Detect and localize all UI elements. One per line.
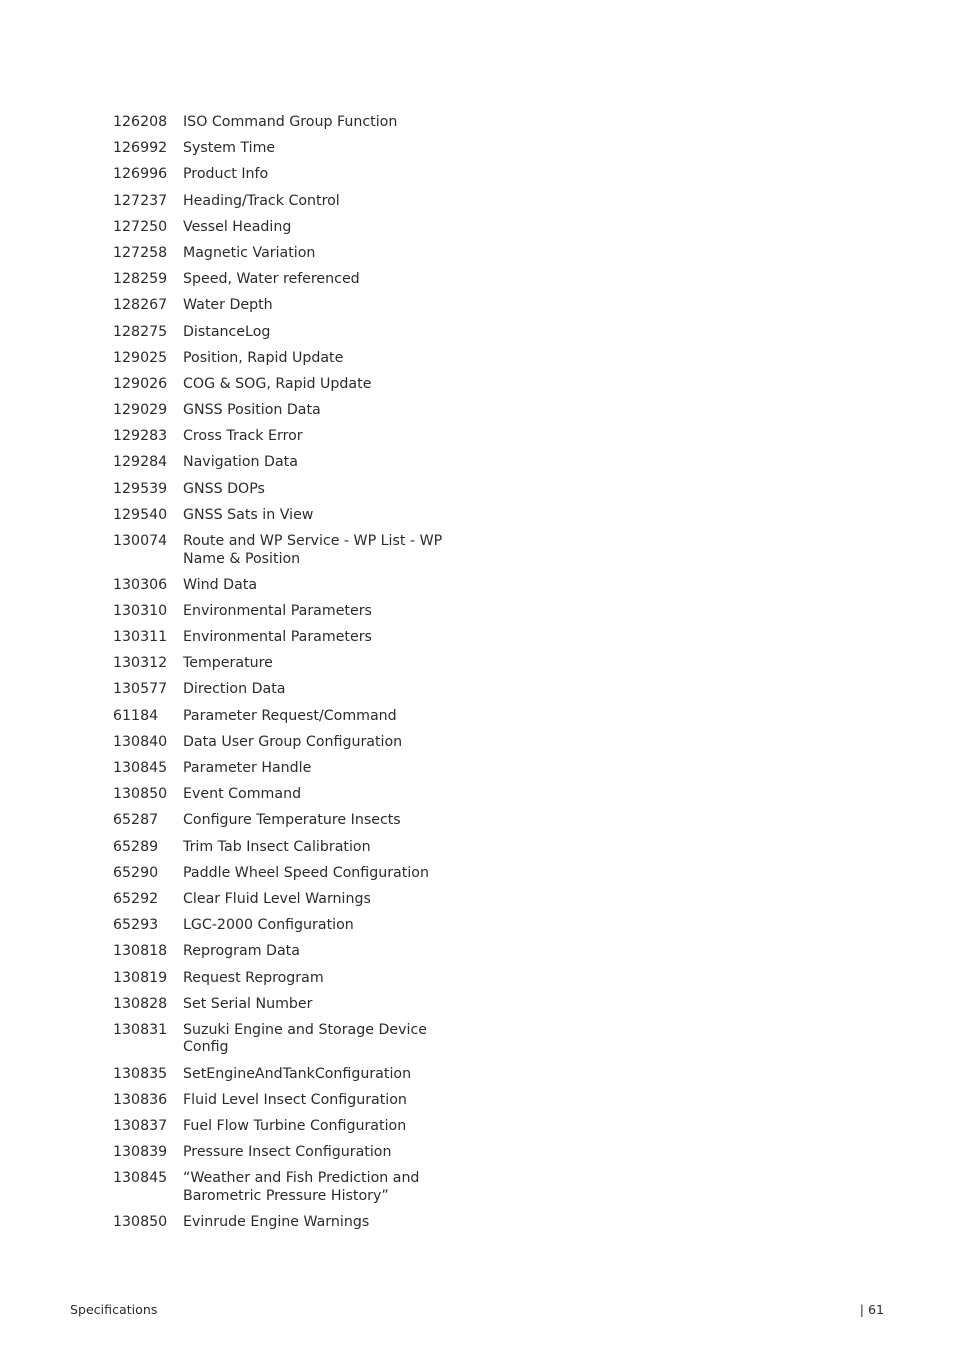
pgn-code: 130818 [113,943,168,960]
list-item [113,839,473,865]
list-item [113,681,473,707]
pgn-description: Evinrude Engine Warnings [183,1214,370,1230]
pgn-description: Route and WP Service - WP List - WP Name & Position [183,533,443,567]
pgn-code: 130306 [113,576,168,593]
pgn-description: Parameter Handle [183,760,312,776]
pgn-code: 130828 [113,995,168,1012]
pgn-description: Product Info [183,166,269,183]
pgn-description: Temperature [183,655,273,672]
list-item [113,271,473,297]
list-item [113,193,473,219]
list-item [113,629,473,655]
pgn-description: Paddle Wheel Speed Configuration [183,864,429,881]
pgn-code: 128275 [113,323,168,340]
pgn-description: Clear Fluid Level Warnings [183,890,371,907]
list-item [113,865,473,891]
pgn-description: DistanceLog [183,323,271,340]
list-item [113,786,473,812]
pgn-code: 130074 [113,533,168,549]
list-item [113,454,473,480]
pgn-code: 128259 [113,271,168,288]
pgn-code: 127237 [113,192,168,209]
pgn-description: Navigation Data [183,454,298,471]
pgn-code: 130845 [113,760,168,776]
pgn-description: Heading/Track Control [183,192,340,209]
pgn-description: Request Reprogram [183,969,324,986]
pgn-code: 130836 [113,1091,168,1108]
list-item [113,943,473,969]
pgn-code: 126992 [113,140,168,157]
pgn-code: 65289 [113,838,159,855]
pgn-code: 129026 [113,375,168,392]
list-item [113,350,473,376]
list-item [113,655,473,681]
pgn-code: 130835 [113,1065,168,1082]
pgn-description: Direction Data [183,681,286,698]
pgn-code: 61184 [113,707,159,724]
pgn-description: Parameter Request/Command [183,707,397,724]
pgn-description: GNSS Position Data [183,402,321,419]
list-item [113,812,473,838]
pgn-description: “Weather and Fish Prediction and Barometric Pressure History” [183,1170,420,1204]
pgn-description: Suzuki Engine and Storage Device Config [183,1021,427,1056]
pgn-code: 127258 [113,244,168,261]
list-item [113,376,473,402]
pgn-description: Environmental Parameters [183,629,372,646]
pgn-list [113,114,473,1240]
list-item [113,140,473,166]
list-item [113,324,473,350]
list-item [113,734,473,760]
pgn-code: 126996 [113,166,168,183]
list-item [113,1066,473,1092]
pgn-code: 130850 [113,1214,168,1230]
pgn-code: 129283 [113,428,168,445]
pgn-description: Cross Track Error [183,428,303,445]
list-item [113,603,473,629]
list-item [113,114,473,140]
list-item [113,1118,473,1144]
list-item [113,481,473,507]
pgn-description: Environmental Parameters [183,602,372,619]
pgn-description: Configure Temperature Insects [183,812,401,829]
footer-page-number: | 61 [859,1302,884,1317]
list-item [113,760,473,786]
pgn-code: 130577 [113,681,168,698]
list-item [113,1214,473,1240]
pgn-code: 126208 [113,114,168,130]
pgn-code: 130819 [113,969,168,986]
pgn-description: Fuel Flow Turbine Configuration [183,1117,407,1134]
pgn-code: 129025 [113,349,168,366]
footer-section-title: Specifications [70,1302,158,1317]
pgn-description: System Time [183,140,276,157]
list-item [113,166,473,192]
pgn-code: 129284 [113,454,168,471]
pgn-code: 130839 [113,1144,168,1161]
pgn-description: GNSS Sats in View [183,506,314,523]
pgn-code: 130850 [113,786,168,803]
pgn-description: Speed, Water referenced [183,271,360,288]
pgn-code: 130837 [113,1117,168,1134]
list-item [113,507,473,533]
pgn-description: Trim Tab Insect Calibration [183,838,371,855]
pgn-description: Data User Group Configuration [183,733,403,750]
pgn-description: COG & SOG, Rapid Update [183,375,372,392]
pgn-description: GNSS DOPs [183,480,265,497]
list-item [113,577,473,603]
list-item [113,219,473,245]
list-item [113,917,473,943]
list-item [113,970,473,996]
pgn-code: 129029 [113,402,168,419]
pgn-code: 130845 [113,1170,168,1187]
pgn-code: 129540 [113,506,168,523]
pgn-code: 130312 [113,655,168,672]
list-item [113,402,473,428]
pgn-code: 128267 [113,297,168,314]
list-item [113,1170,473,1214]
pgn-code: 130311 [113,629,168,646]
pgn-description: Fluid Level Insect Configuration [183,1091,407,1108]
pgn-description: Reprogram Data [183,943,300,960]
pgn-code: 130310 [113,602,168,619]
pgn-description: Vessel Heading [183,218,292,235]
pgn-code: 65293 [113,917,159,934]
pgn-code: 129539 [113,480,168,497]
pgn-code: 65290 [113,864,159,881]
pgn-code: 65292 [113,890,159,907]
list-item [113,708,473,734]
list-item [113,891,473,917]
list-item [113,297,473,323]
list-item [113,1144,473,1170]
pgn-description: Set Serial Number [183,995,313,1012]
list-item [113,428,473,454]
pgn-description: Pressure Insect Configuration [183,1144,392,1161]
list-item [113,245,473,271]
pgn-description: Wind Data [183,576,258,593]
pgn-description: Magnetic Variation [183,244,316,261]
pgn-description: Position, Rapid Update [183,349,344,366]
list-item [113,1092,473,1118]
pgn-description: Water Depth [183,297,273,314]
pgn-code: 127250 [113,218,168,235]
list-item [113,996,473,1022]
pgn-description: SetEngineAndTankConfiguration [183,1065,412,1082]
pgn-description: LGC-2000 Configuration [183,917,354,934]
pgn-code: 65287 [113,812,159,829]
pgn-description: ISO Command Group Function [183,114,398,130]
pgn-code: 130831 [113,1021,168,1038]
list-item [113,533,473,577]
pgn-description: Event Command [183,786,302,803]
list-item [113,1022,473,1066]
pgn-code: 130840 [113,733,168,750]
